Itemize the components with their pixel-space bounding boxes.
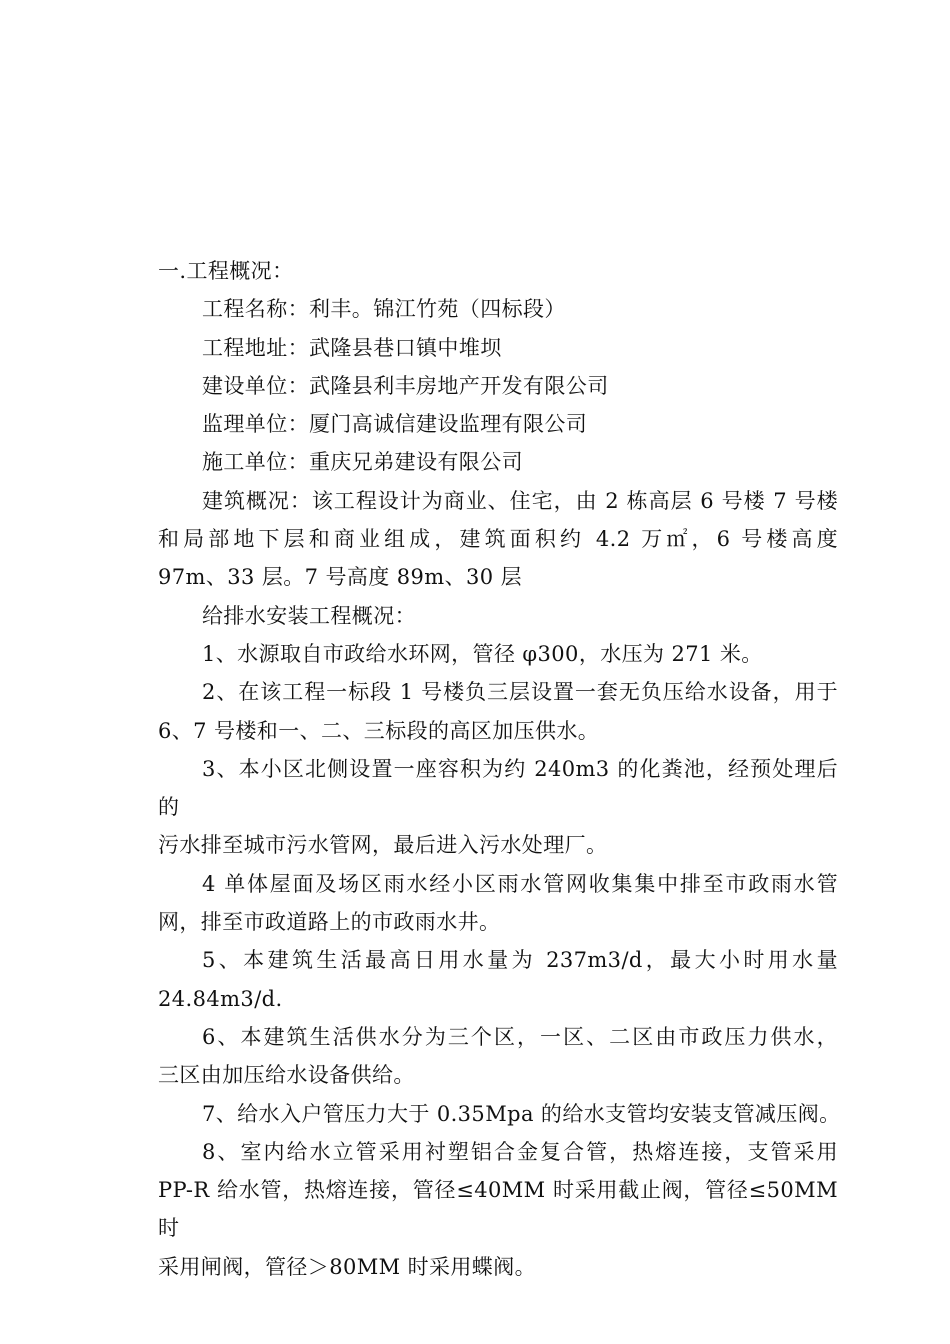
building-overview-paragraph [158,482,838,597]
project-contractor: 施工单位：重庆兄弟建设有限公司 [202,450,523,475]
item-6-line-2: 三区由加压给水设备供给。 [158,1063,415,1088]
item-4-line-1: 4 单体屋面及场区雨水经小区雨水管网收集集中排至市政雨水管 [202,871,838,896]
item-8-line-3: 采用闸阀，管径＞80MM 时采用蝶阀。 [158,1254,537,1279]
item-8-line-1: 8、室内给水立管采用衬塑铝合金复合管，热熔连接，支管采用 [202,1139,838,1164]
document-body [158,252,841,1286]
plumbing-heading: 给排水安装工程概况： [202,603,416,628]
item-2-line-2: 6、7 号楼和一、二、三标段的高区加压供水。 [158,718,600,743]
item-2-paragraph [158,673,838,750]
item-6-line-1: 6、本建筑生活供水分为三个区，一区、二区由市政压力供水， [202,1024,838,1049]
building-overview-line-3: 97m、33 层。7 号高度 89m、30 层 [158,565,522,590]
item-5-line-2: 24.84m3/d. [158,986,283,1011]
item-6-paragraph [158,1018,838,1095]
project-name: 工程名称：利丰。锦江竹苑（四标段） [202,297,566,322]
item-8-line-2: PP-R 给水管，热熔连接，管径≤40MM 时采用截止阀，管径≤50MM 时 [158,1178,838,1241]
section-heading: 一.工程概况： [158,259,294,283]
item-3-line-2: 污水排至城市污水管网，最后进入污水处理厂。 [158,833,608,858]
building-overview-line-1: 建筑概况：该工程设计为商业、住宅，由 2 栋高层 6 号楼 7 号楼 [202,488,838,513]
building-overview-line-2: 和局部地下层和商业组成，建筑面积约 4.2 万㎡，6 号楼高度 [158,527,838,552]
item-4-line-2: 网，排至市政道路上的市政雨水井。 [158,910,501,935]
item-3-paragraph [158,750,838,865]
project-address: 工程地址：武隆县巷口镇中堆坝 [202,335,502,360]
item-3-line-1: 3、本小区北侧设置一座容积为约 240m3 的化粪池，经预处理后的 [158,756,838,820]
item-4-paragraph [158,865,838,942]
project-supervisor: 监理单位：厦门高诚信建设监理有限公司 [202,412,588,437]
item-1: 1、水源取自市政给水环网，管径 φ300，水压为 271 米。 [202,641,763,666]
item-7: 7、给水入户管压力大于 0.35Mpa 的给水支管均安装支管减压阀。 [202,1101,841,1126]
item-2-line-1: 2、在该工程一标段 1 号楼负三层设置一套无负压给水设备，用于 [202,680,838,705]
item-5-paragraph [158,941,838,1018]
item-5-line-1: 5、本建筑生活最高日用水量为 237m3/d，最大小时用水量 [202,948,838,973]
item-8-paragraph [158,1133,838,1286]
project-owner: 建设单位：武隆县利丰房地产开发有限公司 [202,373,609,398]
